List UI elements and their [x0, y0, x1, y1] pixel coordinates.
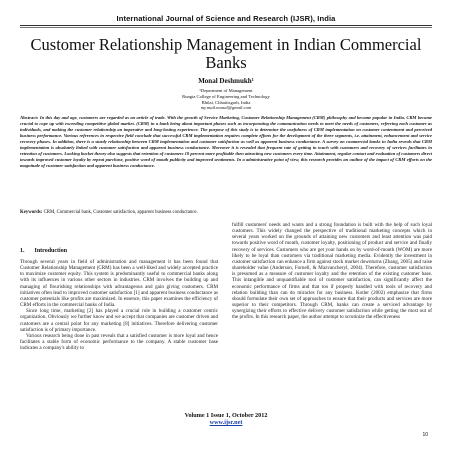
- right-column: [232, 222, 432, 321]
- section-title: Introduction: [34, 248, 68, 254]
- abstract: [20, 115, 432, 169]
- introduction-left-text: [20, 259, 218, 351]
- page-footer: [0, 412, 452, 426]
- keywords: [20, 210, 432, 216]
- abstract-text: In this day and age, customers are regarded as an article of trade. With the growth of Service Marketing, Customer Relationship Management (CRM) philosophy and became popular in India. CRM became crucial to cope up with exceeding competitive global market. (CRM) in a bank bring about important phases such as incorporating the communication needs to meet the needs of customers, referring each customer as individuals, and making the customer relationship an imperative and long-lasting experience. The purpose of this study is to determine the usefulness of CRM implementation on customer contentment and perceived business performance. Various references in respective field conclude that successful CRM implementation requires complete efforts for the development of the three segments, i.e. attainment, enhancement and service recovery phases. In addition, there is a sturdy relationship between CRM implementation and customer satisfaction as well as apparent business conductance. A survey on commercial banks in India reveals that CRM implementation is absolutely linked with customer satisfaction and apparent business conductance. Moreover it is revealed that frequent rate of getting in touch with customers and recovery of services facilitates in retention of customers. Looking bucket theory also suggests that retention of customers 10 percent more profitable then attracting new customers every time. Attainment, regular contact and evaluation of customers direct towards improved customer loyalty by repeat purchase, positive word of mouth publicity and improved sentiments. In a administrative point of view, this research provides an outline of the impact of CRM efforts on the magnitude of customer satisfaction and apparent business conductance.: [20, 115, 432, 169]
- paragraph: Since long time, marketing [2] has played a crucial role in building a customer centric organization. Obviously we further know and we accept that companies are customer driven and customers are a central point for any marketing [8] initiatives. Therefore delivering customer satisfaction is of primary importance.: [20, 308, 218, 333]
- keywords-label: Keywords:: [20, 210, 43, 215]
- page-number: 10: [422, 432, 428, 438]
- paragraph: fulfill customers' needs and wants and a strong foundation is built with the help of such loyal customers. This widely changed the perspective of traditional marketing concepts which in several years worked on the grounds of attaining new customers and least attention was paid towards positive word of mouth, customer loyalty, positioning of product and service and finally recovery of services. Customers who are get your hands on by word-of-mouth (WOM) are more likely to be loyal than customers via traditional marketing media. Evidently the investment in customer satisfaction can enhance a firm against stock market downturns (Zhang, 2005) and raise shareholder value (Anderson, Fornell, & Mazvancheryl, 2004). Therefore, customer satisfaction is presumed as a measure of customer loyalty and the retention of the existing customer base. This intangible and unquantifiable tool of customer satisfaction, can significantly affect the economic performance of firms and that too if properly handled with tools of recovery and relation building than can do miracles for any business. Kotler (2002) emphasize that firms should formulate their own set of approaches to ensure that their products and services are more superior to their competitors. Through CRM, banks can create a serviced advantage by synergizing their efforts to effective delivery customer satisfaction while getting the most out of the profits. In this research paper, the author attempt to scrutinize the effectiveness: [232, 222, 432, 321]
- author-name: Monal Deshmukh¹: [198, 77, 254, 85]
- footer-volume: Volume 1 Issue 1, October 2012: [184, 412, 268, 419]
- keywords-text: CRM, Commercial bank, Customer satisfaction, apparent business conductance.: [42, 210, 198, 215]
- affiliation-location: Bhilai, Chhattisgarh, India: [201, 99, 251, 105]
- section-number: 1.: [20, 248, 25, 254]
- journal-header: International Journal of Science and Research (IJSR), India: [116, 14, 336, 23]
- section-heading-introduction: [20, 248, 218, 254]
- header-rule: [20, 25, 432, 26]
- abstract-label: Abstract:: [20, 115, 39, 120]
- affiliation-department: ¹Department of Management: [199, 88, 253, 93]
- introduction-right-text: [232, 222, 432, 321]
- author-affiliation: [0, 88, 452, 111]
- author-email: my.mail.monal@gmail.com: [200, 105, 252, 111]
- left-column: [20, 222, 218, 351]
- footer-url-link[interactable]: www.ijsr.net: [209, 419, 243, 427]
- paper-title: Customer Relationship Management in Indian Commercial Banks: [30, 35, 422, 72]
- paragraph: Various research being done in past reveals that a satisfied customer is more loyal and hence facilitates a stable form of economic performance to the company. A stable customer base indicates a company's ability to: [20, 332, 218, 352]
- paragraph: Through several years in field of administration and management it has been found that Customer Relationship Management (CRM) has been a well-liked and widely accepted practice to maximize customer equity. This system is predominantly useful to commercial banks along with its influences in various other sectors in industries. CRM involves the building up and managing of flourishing relationships with advantageous and gain giving customers. CRM initiatives often lead to improved customer satisfaction [1] and apparent business conductance as customer potentials like profits are maximized. In essence, this paper examines the efficiency of CRM efforts in the commercial banks of India.: [20, 259, 218, 309]
- header-rule-thin: [20, 27, 432, 28]
- affiliation-college: Rungta College of Engineering and Technology: [182, 93, 270, 99]
